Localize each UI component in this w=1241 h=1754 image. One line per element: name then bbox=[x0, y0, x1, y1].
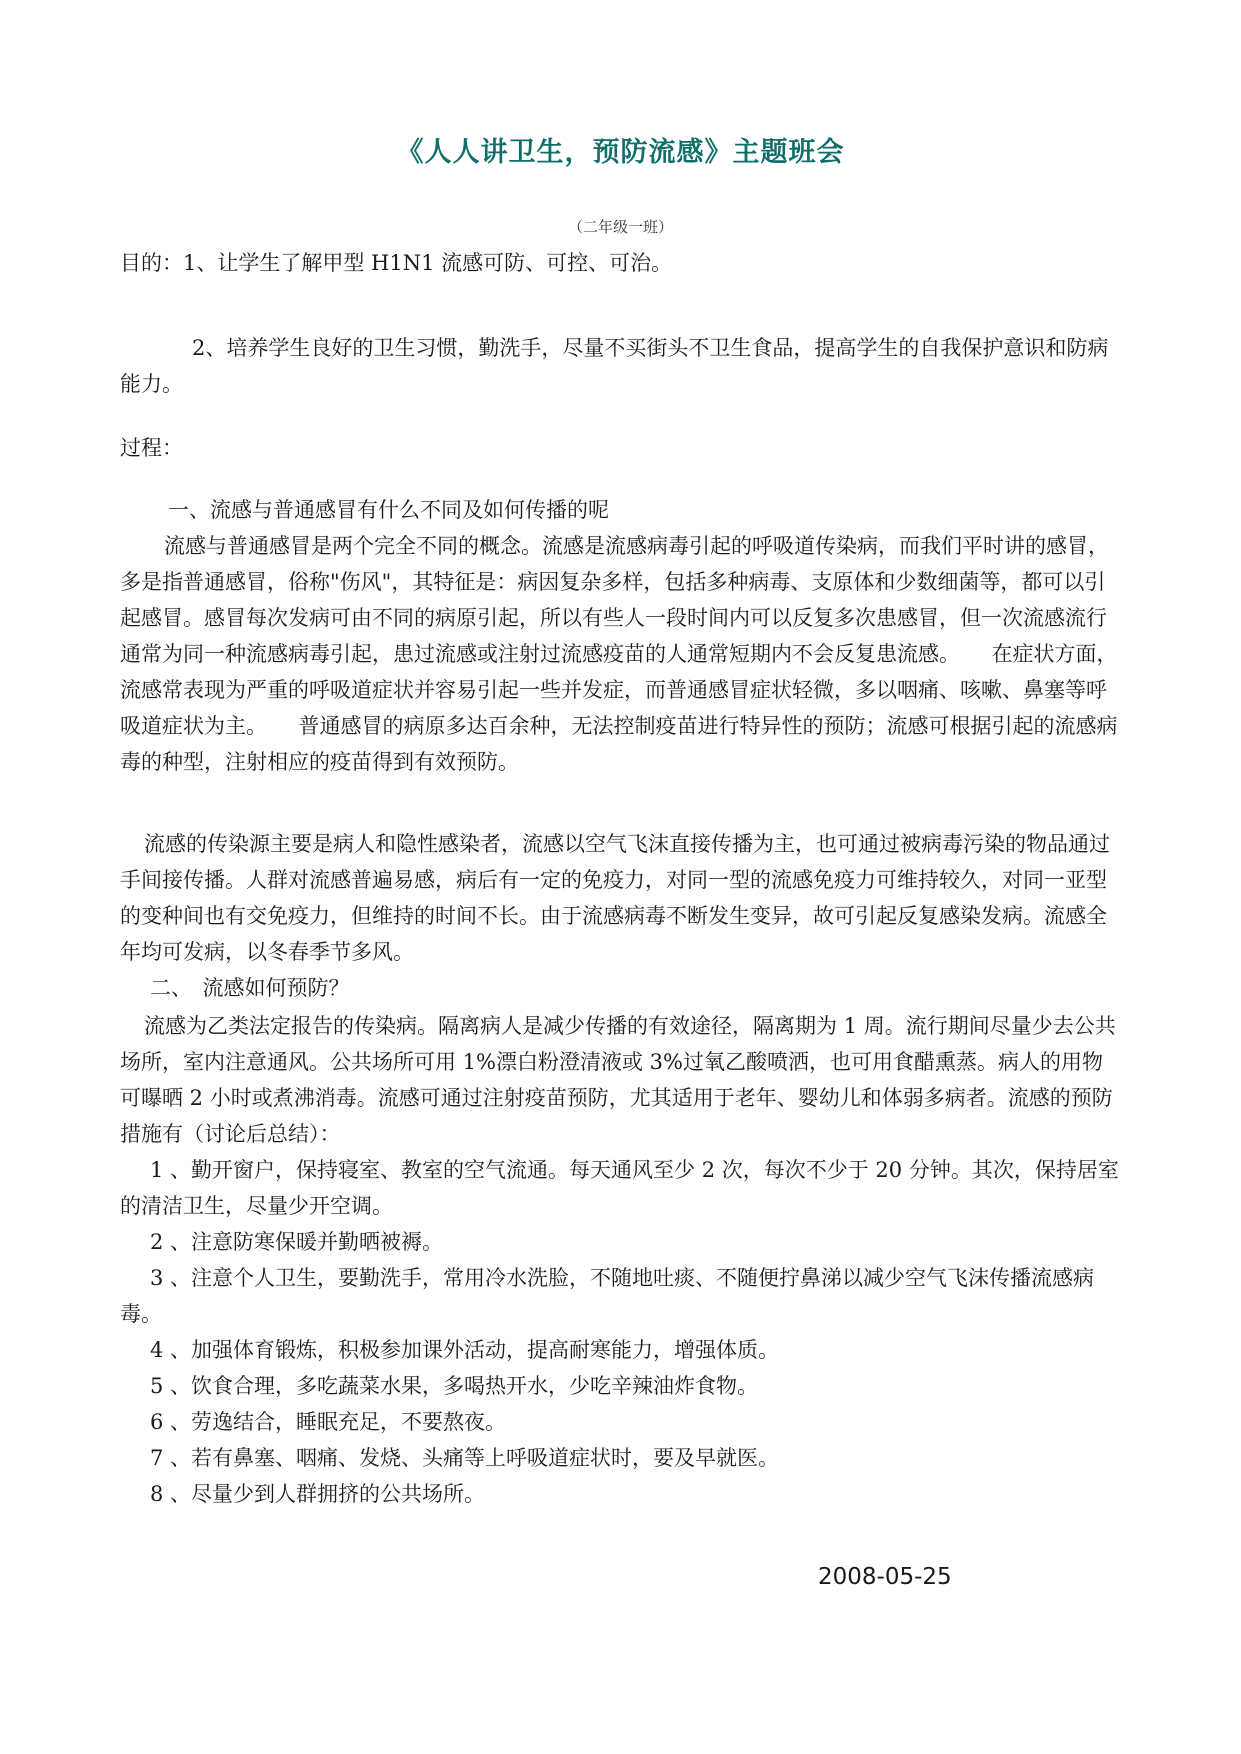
measure-item: 7 、若有鼻塞、咽痛、发烧、头痛等上呼吸道症状时，要及早就医。 bbox=[150, 1446, 780, 1470]
section-2-para-text: 流感为乙类法定报告的传染病。隔离病人是减少传播的有效途径，隔离期为 1 周。流行期间尽量少去公共场所，室内注意通风。公共场所可用 1%漂白粉澄清液或 3%过氧乙酸喷洒，也可用食醋熏蒸。病人的用物可曝晒 2 小时或煮沸消毒。流感可通过注射疫苗预防，尤其适用于老年、婴幼儿和体弱多病者。流感的预防措施有（讨论后总结）： bbox=[120, 1014, 1116, 1146]
section-1-para-2-text: 流感的传染源主要是病人和隐性感染者，流感以空气飞沫直接传播为主，也可通过被病毒污染的物品通过手间接传播。人群对流感普遍易感，病后有一定的免疫力，对同一型的流感免疫力可维持较久，对同一亚型的变种间也有交免疫力，但维持的时间不长。由于流感病毒不断发生变异，故可引起反复感染发病。流感全年均可发病，以冬春季节多风。 bbox=[120, 832, 1110, 964]
page-title: 《人人讲卫生，预防流感》主题班会 bbox=[396, 137, 845, 168]
section-1-heading-text: 一、流感与普通感冒有什么不同及如何传播的呢 bbox=[168, 498, 609, 522]
measure-item: 6 、劳逸结合，睡眠充足，不要熬夜。 bbox=[150, 1410, 507, 1434]
goal-1-text: 目的：1、让学生了解甲型 H1N1 流感可防、可控、可治。 bbox=[120, 251, 673, 275]
measure-item: 3 、注意个人卫生，要勤洗手，常用冷水洗脸，不随地吐痰、不随便拧鼻涕以减少空气飞沫传播流感病毒。 bbox=[120, 1266, 1095, 1326]
measure-item: 4 、加强体育锻炼，积极参加课外活动，提高耐寒能力，增强体质。 bbox=[150, 1338, 780, 1362]
document-date: 2008-05-25 bbox=[818, 1564, 952, 1590]
section-2-heading-text: 二、 流感如何预防？ bbox=[150, 976, 350, 1000]
goal-2 bbox=[120, 330, 1120, 402]
class-name: （二年级一班） bbox=[567, 218, 673, 236]
goal-2-text: 2、培养学生良好的卫生习惯，勤洗手，尽量不买街头不卫生食品，提高学生的自我保护意识和防病能力。 bbox=[120, 336, 1109, 396]
measure-item: 5 、饮食合理，多吃蔬菜水果，多喝热开水，少吃辛辣油炸食物。 bbox=[150, 1374, 759, 1398]
section-1-para-1-text: 流感与普通感冒是两个完全不同的概念。流感是流感病毒引起的呼吸道传染病，而我们平时讲的感冒，多是指普通感冒，俗称"伤风"，其特征是：病因复杂多样，包括多种病毒、支原体和少数细菌等，都可以引起感冒。感冒每次发病可由不同的病原引起，所以有些人一段时间内可以反复多次患感冒，但一次流感流行通常为同一种流感病毒引起，患过流感或注射过流感疫苗的人通常短期内不会反复患流感。 在症状方面，流感常表现为严重的呼吸道症状并容易引起一些并发症，而普通感冒症状轻微，多以咽痛、咳嗽、鼻塞等呼吸道症状为主。 普通感冒的病原多达百余种，无法控制疫苗进行特异性的预防；流感可根据引起的流感病毒的种型，注射相应的疫苗得到有效预防。 bbox=[120, 534, 1118, 774]
measures-list bbox=[120, 1152, 1120, 1512]
section-1-para-2 bbox=[120, 826, 1120, 970]
section-1-heading bbox=[120, 492, 1120, 528]
measure-item: 8 、尽量少到人群拥挤的公共场所。 bbox=[150, 1482, 486, 1506]
goal-1 bbox=[120, 245, 1120, 281]
process-label bbox=[120, 430, 1120, 466]
section-2-para bbox=[120, 1008, 1120, 1152]
section-2-heading bbox=[120, 970, 1120, 1006]
section-1-para-1 bbox=[120, 528, 1120, 780]
measure-item: 2 、注意防寒保暖并勤晒被褥。 bbox=[150, 1230, 444, 1254]
process-label-text: 过程： bbox=[120, 436, 183, 460]
measure-item: 1 、勤开窗户，保持寝室、教室的空气流通。每天通风至少 2 次，每次不少于 20 分钟。其次，保持居室的清洁卫生，尽量少开空调。 bbox=[120, 1158, 1119, 1218]
